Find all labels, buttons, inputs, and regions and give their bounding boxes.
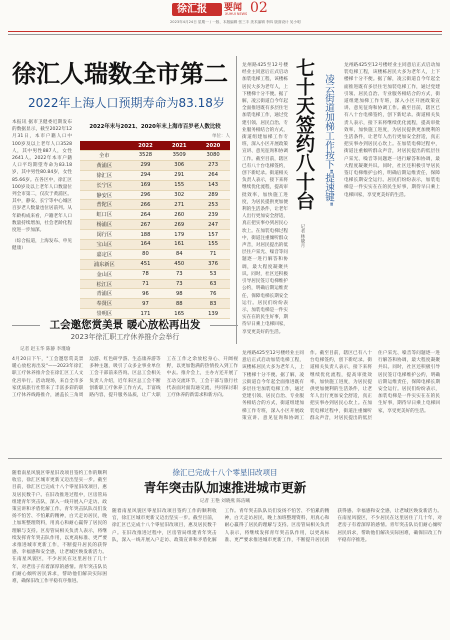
col-header (80, 141, 129, 151)
table-row (80, 220, 230, 230)
cell: 299 (129, 160, 163, 170)
cell: 96 (129, 289, 163, 299)
cell: 157 (196, 230, 230, 240)
cell: 嘉定区 (80, 249, 129, 259)
cell: 静安区 (80, 190, 129, 200)
cell: 73 (162, 279, 196, 289)
cell: 71 (129, 279, 163, 289)
bottom-kicker: 徐汇已完成十八个零星旧改项目 (172, 468, 278, 477)
cell: 264 (129, 210, 163, 220)
table-row (80, 210, 230, 220)
table-row (80, 160, 230, 170)
lead-headline: 徐汇人瑞数全市第二 (12, 59, 228, 88)
brand-name: 徐汇报 (177, 4, 207, 15)
bottom-body-main (112, 508, 442, 632)
cell: 奉贤区 (80, 299, 129, 309)
cell: 291 (162, 170, 196, 180)
lead-table-box (80, 124, 230, 318)
table-row (80, 170, 230, 180)
page-number: 02 (250, 0, 268, 16)
feature-body-right (344, 62, 440, 344)
table-row (80, 269, 230, 279)
cell: 155 (196, 240, 230, 250)
table-body (80, 151, 230, 319)
feature-author-box (298, 224, 310, 286)
cell: 97 (129, 299, 163, 309)
cell: 239 (196, 210, 230, 220)
cell: 266 (129, 200, 163, 210)
table-unit: 单位：人 (212, 134, 230, 139)
lead-subhead: 2022年上海人口预期寿命为83.18岁 (28, 96, 225, 110)
cell: 264 (196, 170, 230, 180)
cell: 松江区 (80, 279, 129, 289)
cell: 161 (162, 240, 196, 250)
feature-body-left (242, 62, 288, 344)
cell: 164 (129, 240, 163, 250)
bottom-byline: 记者 王艳 刘晓燕 陈洁曦 (199, 499, 251, 504)
feature-body-text: 龙州路425至12号楼经业主同意后正式启动加装电梯工程，该楼栋居民大多为老年人，上下楼梯十分不便。据了解，凌云街道自今年起全面推进既有多层住宅加装电梯工作，通过党建引领、居民自治、专业服务相结合的方式，街道组建加梯工作专班，深入小区开展政策宣讲、意见征询和协调工作。截至目前，辖区已有八十台电梯签约，创下新纪录。街道相关负责人表示，接下来将继续优化流程，提高审批效率，加快施工进度，为居民提供更加便利的生活条件，让老年人出行更加安全舒适，真正把实事办到居民心坎上。在加装电梯过程中，街道注重倾听群众声音，对居民提出的低层住户采光、噪音等问题逐一进行解答和协调，最大程度凝聚共识。同时，社区还积极引导居民签订电梯维护公约，明确后期运维责任，保障电梯长期安全运行。居民们纷纷表示，加装电梯是一件实实在在的民生好事，期待早日乘上电梯回家，享受更美好的生活。 (242, 63, 288, 335)
table-row (80, 289, 230, 299)
table-row (80, 230, 230, 240)
cell: 76 (196, 289, 230, 299)
cell: 崇明区 (80, 309, 129, 319)
forum-headline: 工会邀您赏美景 暖心放松再出发 (49, 319, 201, 331)
lead-body (12, 119, 72, 309)
cell: 450 (162, 259, 196, 269)
cell: 长宁区 (80, 180, 129, 190)
cell: 260 (162, 210, 196, 220)
cell: 宝山区 (80, 240, 129, 250)
table-row (80, 151, 230, 161)
feature-cont-text: 龙州路425至12号楼经业主同意后正式启动加装电梯工程，该楼栋居民大多为老年人，上下楼梯十分不便。据了解，凌云街道自今年起全面推进既有多层住宅加装电梯工作，通过党建引领、居民自治、专业服务相结合的方式，街道组建加梯工作专班，深入小区开展政策宣讲、意见征询和协调工作。截至目前，辖区已有八十台电梯签约，创下新纪录。街道相关负责人表示，接下来将继续优化流程，提高审批效率，加快施工进度，为居民提供更加便利的生活条件，让老年人出行更加安全舒适，真正把实事办到居民心坎上。在加装电梯过程中，街道注重倾听群众声音，对居民提出的低层住户采光、噪音等问题逐一进行解答和协调，最大程度凝聚共识。同时，社区还积极引导居民签订电梯维护公约，明确后期运维责任，保障电梯长期安全运行。居民们纷纷表示，加装电梯是一件实实在在的民生好事，期待早日乘上电梯回家，享受更美好的生活。 (242, 351, 440, 421)
table-row (80, 180, 230, 190)
cell: 80 (129, 249, 163, 259)
cell: 271 (162, 200, 196, 210)
forum-headline-box (12, 318, 238, 332)
cell: 155 (162, 180, 196, 190)
dateline: 2023年4月24日 星期一 / 一版、本版编辑 张三丰 美术编辑 李四 版面设计 吴小明 (170, 20, 301, 24)
cell: 青浦区 (80, 289, 129, 299)
table-title: 2022年末与2021、2020年末上海市百岁老人数比较 (89, 124, 221, 130)
cell: 296 (129, 190, 163, 200)
headline-left-rule (12, 325, 40, 326)
cell: 169 (129, 180, 163, 190)
centenarian-table (80, 141, 230, 319)
cell: 浦东新区 (80, 259, 129, 269)
cell: 黄浦区 (80, 160, 129, 170)
cell: 虹口区 (80, 210, 129, 220)
cell: 88 (162, 299, 196, 309)
feature-body-text: 龙州路425至12号楼经业主同意后正式启动加装电梯工程，该楼栋居民大多为老年人，上下楼梯十分不便。据了解，凌云街道自今年起全面推进既有多层住宅加装电梯工作，通过党建引领、居民自治、专业服务相结合的方式，街道组建加梯工作专班，深入小区开展政策宣讲、意见征询和协调工作。截至目前，辖区已有八十台电梯签约，创下新纪录。街道相关负责人表示，接下来将继续优化流程，提高审批效率，加快施工进度，为居民提供更加便利的生活条件，让老年人出行更加安全舒适，真正把实事办到居民心坎上。在加装电梯过程中，街道注重倾听群众声音，对居民提出的低层住户采光、噪音等问题逐一进行解答和协调，最大程度凝聚共识。同时，社区还积极引导居民签订电梯维护公约，明确后期运维责任，保障电梯长期安全运行。居民们纷纷表示，加装电梯是一件实实在在的民生好事，期待早日乘上电梯回家，享受更美好的生活。 (344, 63, 440, 198)
forum-subhead: 2023年徐汇职工疗休养推介会举行 (70, 333, 180, 341)
section-label: 要闻 (224, 3, 243, 13)
cell: 98 (162, 289, 196, 299)
cell: 83 (196, 299, 230, 309)
feature-continuation (242, 350, 440, 450)
cell: 普陀区 (80, 200, 129, 210)
headline-right-rule (210, 325, 238, 326)
cell: 451 (129, 259, 163, 269)
cell: 269 (162, 220, 196, 230)
feature-kicker: 凌云街道加梯工作按下"提速键" (323, 74, 334, 207)
masthead-rule (8, 31, 442, 32)
cell: 188 (129, 230, 163, 240)
cell: 杨浦区 (80, 220, 129, 230)
cell: 全市 (80, 151, 129, 161)
table-row (80, 259, 230, 269)
feature-author: 记者 林晓月 (300, 224, 305, 248)
bottom-body-text: 随着南星风貌区零星旧改项目签约工作的顺利收官，徐汇区城市更新又迈出坚实一步。截至目前，徐汇区已完成十八个零星旧改项目，惠及居民数千户。在旧改推进过程中，区房管局组建青年突击队，深入一线开展入户走访、政策宣讲和矛盾化解工作。青年突击队队员们发扬不怕苦、不怕累的精神，白天走访居民，晚上加班整理资料，用真心和耐心赢得了居民的理解与支持。区房管局相关负责人表示，将继续发挥青年突击队作用，以更高标准、更严要求推进城市更新工作，不断提升居民的获得感、幸福感和安全感，让老城区焕发新活力。在南星风貌区，不少居民在这里居住了几十年，对老房子有着深厚的感情。青年突击队员们耐心倾听居民诉求，帮助他们解决实际困难，确保旧改工作平稳有序推进。 (12, 471, 107, 585)
forum-body (12, 356, 238, 456)
cell: 3509 (162, 151, 196, 161)
cell: 3080 (196, 151, 230, 161)
cell: 84 (162, 249, 196, 259)
table-row (80, 240, 230, 250)
cell: 306 (162, 160, 196, 170)
masthead (0, 0, 450, 44)
col-header: 2020 (196, 141, 230, 151)
table-row (80, 249, 230, 259)
cell: 3528 (129, 151, 163, 161)
cell: 闵行区 (80, 230, 129, 240)
cell: 302 (162, 190, 196, 200)
lead-byline: （综合报道，上海发布、申见健康） (12, 239, 72, 252)
cell: 289 (196, 190, 230, 200)
cell: 165 (162, 309, 196, 319)
forum-byline: 记者 赵玉华 陈静 李瑾瑜 (20, 347, 71, 352)
cell: 179 (162, 230, 196, 240)
table-row (80, 200, 230, 210)
cell: 71 (196, 249, 230, 259)
table-row (80, 299, 230, 309)
column-separator (236, 56, 237, 344)
cell: 294 (129, 170, 163, 180)
feature-kicker-box (322, 74, 336, 214)
col-header: 2021 (162, 141, 196, 151)
cell: 267 (129, 220, 163, 230)
cell: 143 (196, 180, 230, 190)
cell: 53 (196, 269, 230, 279)
cell: 139 (196, 309, 230, 319)
feature-title: 七十天签约八十台 (293, 58, 315, 210)
bottom-body-left (12, 470, 107, 632)
cell: 78 (129, 269, 163, 279)
cell: 73 (162, 269, 196, 279)
cell: 247 (196, 220, 230, 230)
cell: 171 (129, 309, 163, 319)
col-header: 2022 (129, 141, 163, 151)
cell: 徐汇区 (80, 170, 129, 180)
table-row (80, 190, 230, 200)
table-row (80, 279, 230, 289)
cell: 273 (196, 160, 230, 170)
feature-title-vertical (292, 58, 317, 218)
brand-en: XUHUI NEWS (225, 12, 248, 16)
masthead-rule-thin (8, 34, 442, 35)
cell: 63 (196, 279, 230, 289)
bottom-headline: 青年突击队加速推进城市更新 (143, 480, 307, 495)
bottom-body-text: 随着南星风貌区零星旧改项目签约工作的顺利收官，徐汇区城市更新又迈出坚实一步。截至目前，徐汇区已完成十八个零星旧改项目，惠及居民数千户。在旧改推进过程中，区房管局组建青年突击队，深入一线开展入户走访、政策宣讲和矛盾化解工作。青年突击队队员们发扬不怕苦、不怕累的精神，白天走访居民，晚上加班整理资料，用真心和耐心赢得了居民的理解与支持。区房管局相关负责人表示，将继续发挥青年突击队作用，以更高标准、更严要求推进城市更新工作，不断提升居民的获得感、幸福感和安全感，让老城区焕发新活力。在南星风貌区，不少居民在这里居住了几十年，对老房子有着深厚的感情。青年突击队员们耐心倾听居民诉求，帮助他们解决实际困难，确保旧改工作平稳有序推进。 (112, 509, 442, 543)
section-divider (8, 458, 442, 459)
forum-body-text: 4月20日下午，"工会邀您赏美景 暖心放松再出发"——2023年徐汇职工疗休养推介会在徐汇区工人文化宫举行。活动现场，来自全市多家优质旅行社带来了丰富多彩的职工疗休养线路推介，涵盖长三角周边游、红色研学游、生态康养游等多种主题，吸引了众多企事业单位工会干部前来咨询。区总工会相关负责人介绍，近年来区总工会不断创新职工疗休养工作方式，丰富线路内容，提升服务品质，让广大职工在工作之余放松身心、开阔视野，以更加饱满的热情投入到工作中去。推介会上，主办方还开展了互动交流环节，工会干部与旅行社代表面对面沟通交流，共同探讨职工疗休养的新需求和新方向。 (12, 357, 238, 399)
lead-body-text: 本报讯 据市卫健委近期发布的数据显示，截至2022年12月31日，本市户籍人口中100岁及以上老年人口3528人，其中男性887人，女性2641人。2022年本市户籍人口平均期望寿命为83.18岁，其中男性80.84岁，女性85.66岁。在各区中，徐汇区100岁及以上老年人口数量位列全市第二，仅次于黄浦区。其中，静安、长宁等中心城区百岁老人数量也位居前列。从年龄构成来看，户籍老年人口数量持续增加，社会老龄化程度进一步加深。 (12, 120, 72, 234)
cell: 376 (196, 259, 230, 269)
cell: 金山区 (80, 269, 129, 279)
cell: 253 (196, 200, 230, 210)
